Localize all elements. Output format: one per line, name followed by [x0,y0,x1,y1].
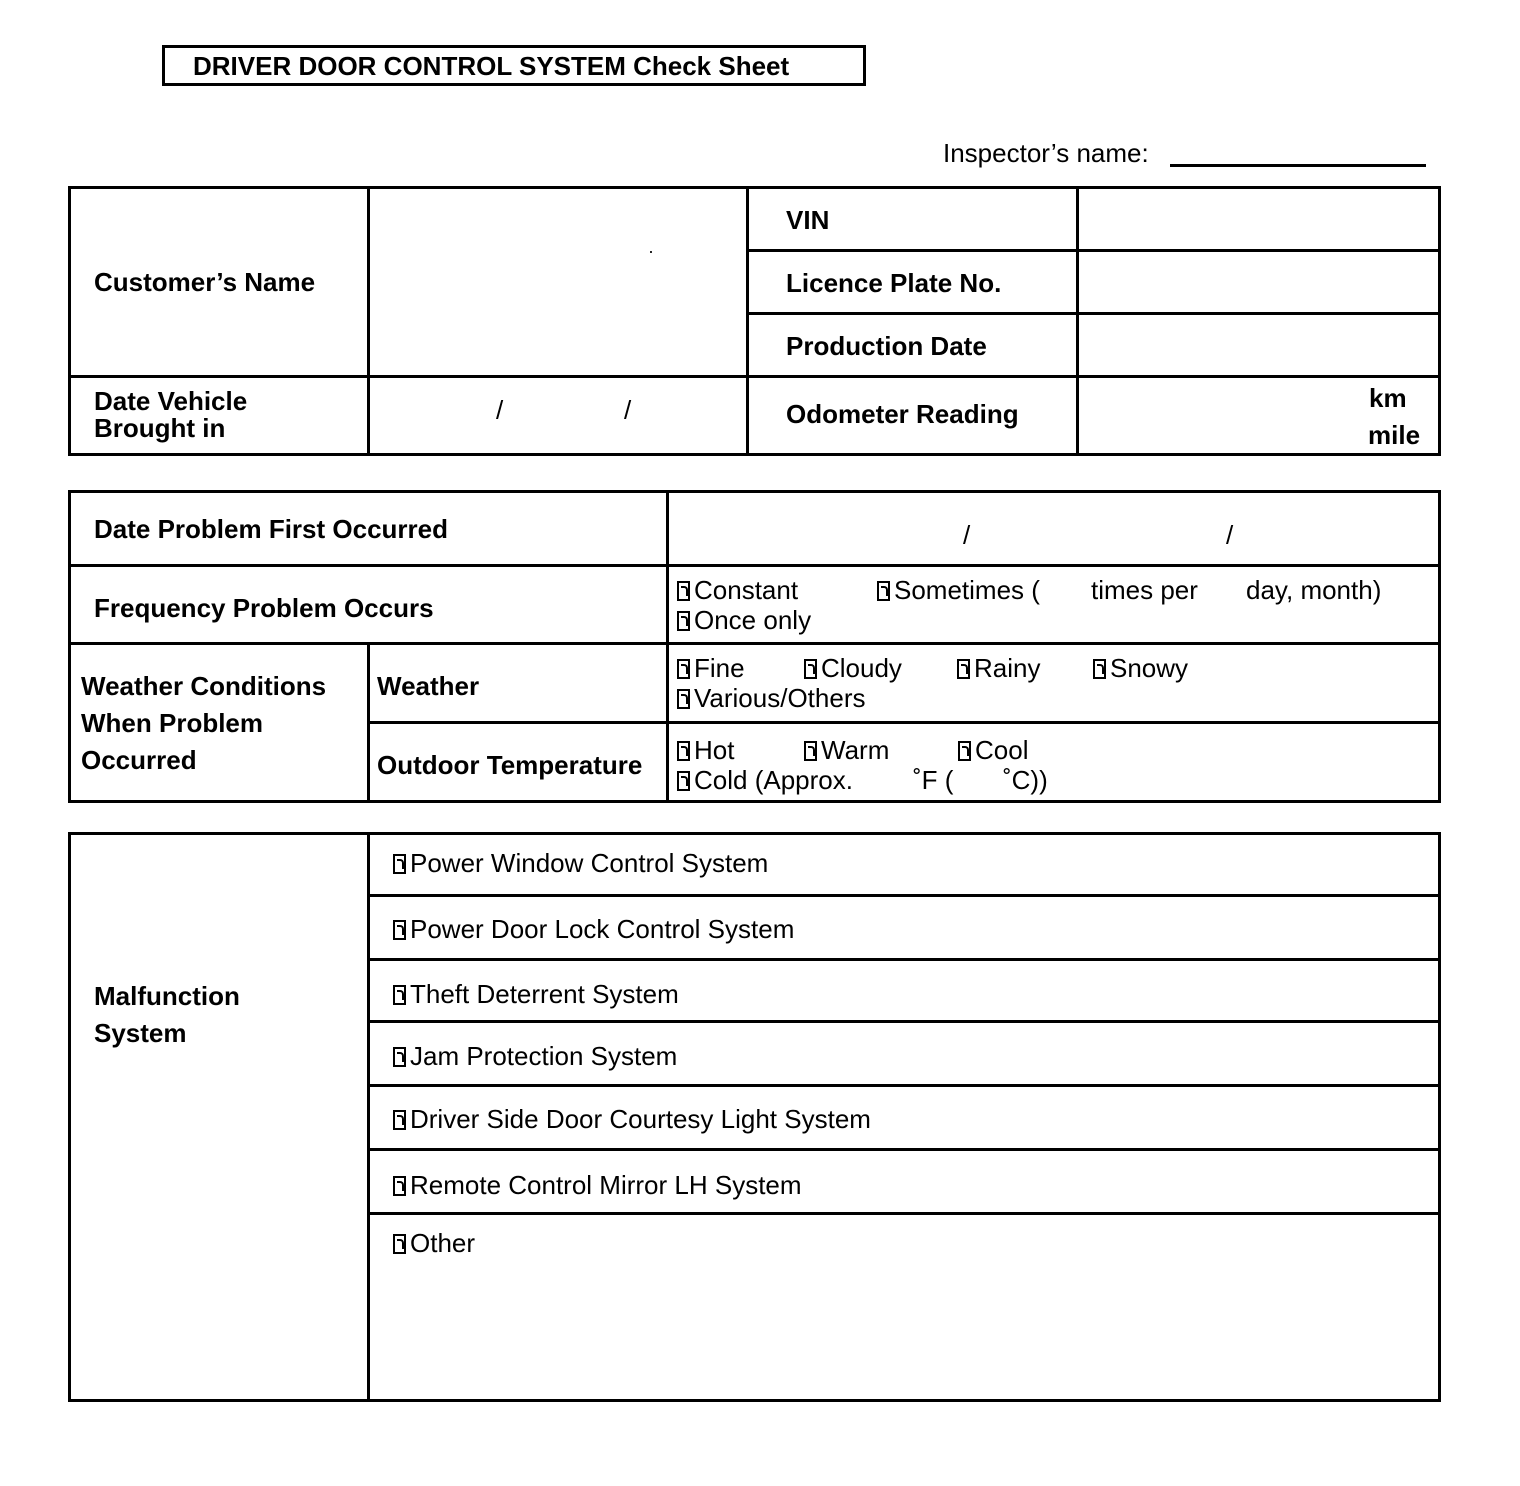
customer-name-mark: · [648,241,654,261]
weather-conditions-label-line1: Weather Conditions [81,671,327,701]
freq-times-per-label: times per [1091,575,1198,605]
checkbox-icon[interactable] [677,581,690,601]
checkbox-icon[interactable] [877,581,890,601]
temp-warm-option[interactable]: Warm [804,735,889,765]
production-date-field[interactable] [1081,316,1436,374]
checkbox-icon[interactable] [393,1176,406,1196]
temp-cool-option[interactable]: Cool [958,735,1028,765]
freq-sometimes-option[interactable]: Sometimes ( [877,575,1040,605]
vin-field[interactable] [1081,190,1436,248]
checkbox-icon[interactable] [393,1110,406,1130]
sheet-title: DRIVER DOOR CONTROL SYSTEM Check Sheet [162,45,866,86]
date-brought-label-line2: Brought in [94,413,226,443]
freq-once-option[interactable]: Once only [677,605,811,635]
temp-celsius-label: ˚C)) [1003,765,1048,795]
checkbox-icon[interactable] [804,741,817,761]
weather-label: Weather [377,671,480,701]
temp-hot-option[interactable]: Hot [677,735,734,765]
checkbox-icon[interactable] [677,659,690,679]
weather-rainy-option[interactable]: Rainy [957,653,1040,683]
odometer-field[interactable] [1081,379,1361,452]
malfunction-label-line2: System [94,1018,187,1048]
weather-conditions-label-line2: When Problem [81,708,264,738]
licence-plate-label: Licence Plate No. [786,268,1002,298]
frequency-label: Frequency Problem Occurs [94,593,434,623]
malfunction-item-jam-protection[interactable]: Jam Protection System [393,1041,677,1071]
outdoor-temperature-label: Outdoor Temperature [377,750,643,780]
malfunction-item-power-door-lock[interactable]: Power Door Lock Control System [393,914,794,944]
temp-fahrenheit-label: ˚F ( [913,765,954,795]
malfunction-item-power-window[interactable]: Power Window Control System [393,848,768,878]
malfunction-other-notes-field[interactable] [372,1262,1436,1396]
date-brought-label-line1: Date Vehicle [94,386,248,416]
date-first-occurred-field[interactable] [671,494,1436,562]
weather-conditions-label-line3: Occurred [81,745,197,775]
date-first-slash-1: / [963,520,971,550]
freq-day-month-label: day, month) [1246,575,1382,605]
weather-cloudy-option[interactable]: Cloudy [804,653,902,683]
odometer-label: Odometer Reading [786,399,1019,429]
checkbox-icon[interactable] [677,689,690,709]
date-first-occurred-label: Date Problem First Occurred [94,514,448,544]
checkbox-icon[interactable] [677,611,690,631]
weather-snowy-option[interactable]: Snowy [1093,653,1188,683]
inspector-name-field[interactable] [1170,164,1426,167]
odometer-unit-km: km [1369,383,1407,413]
inspector-name-label: Inspector’s name: [943,138,1149,168]
checkbox-icon[interactable] [677,771,690,791]
checkbox-icon[interactable] [957,659,970,679]
customer-name-label: Customer’s Name [94,267,316,297]
checkbox-icon[interactable] [393,920,406,940]
odometer-unit-mile: mile [1368,420,1421,450]
checkbox-icon[interactable] [393,985,406,1005]
checkbox-icon[interactable] [393,1047,406,1067]
date-brought-slash-1: / [496,395,504,425]
customer-name-field[interactable] [372,190,744,373]
checkbox-icon[interactable] [393,1234,406,1254]
date-brought-field[interactable] [372,379,744,452]
malfunction-item-courtesy-light[interactable]: Driver Side Door Courtesy Light System [393,1104,871,1134]
checkbox-icon[interactable] [1093,659,1106,679]
vin-label: VIN [786,205,830,235]
temp-cold-option[interactable]: Cold (Approx. [677,765,853,795]
checkbox-icon[interactable] [958,741,971,761]
malfunction-item-remote-mirror[interactable]: Remote Control Mirror LH System [393,1170,802,1200]
weather-fine-option[interactable]: Fine [677,653,745,683]
date-first-slash-2: / [1226,520,1234,550]
checkbox-icon[interactable] [804,659,817,679]
checkbox-icon[interactable] [393,854,406,874]
malfunction-item-theft-deterrent[interactable]: Theft Deterrent System [393,979,679,1009]
licence-plate-field[interactable] [1081,253,1436,311]
freq-constant-option[interactable]: Constant [677,575,798,605]
malfunction-label-line1: Malfunction [94,981,240,1011]
checkbox-icon[interactable] [677,741,690,761]
date-brought-slash-2: / [624,395,632,425]
weather-various-option[interactable]: Various/Others [677,683,865,713]
malfunction-item-other[interactable]: Other [393,1228,475,1258]
production-date-label: Production Date [786,331,987,361]
